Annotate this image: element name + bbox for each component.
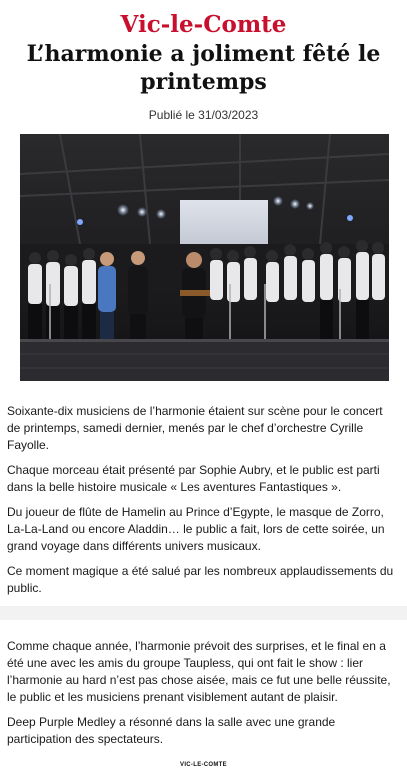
article-body-part-1 [7,403,399,605]
section-kicker[interactable]: Vic-le-Comte [120,11,287,38]
publish-date: Publié le 31/03/2023 [148,108,259,122]
article-photo [20,134,389,381]
footer-location-label: VIC-LE-COMTE [180,762,227,768]
paragraph: Du joueur de flûte de Hamelin au Prince d’Egypte, le masque de Zorro, La-La-Land ou encore Aladdin… le public a fait, lors de cette soirée, un grand voyage dans différents univers musicaux. [7,505,385,553]
paragraph: Chaque morceau était présenté par Sophie Aubry, et le public est parti dans la belle histoire musicale « Les aventures Fantastiques ». [7,463,380,494]
section-divider [0,606,407,620]
article-body-part-2 [7,638,399,756]
paragraph: Comme chaque année, l’harmonie prévoit des surprises, et le final en a été une avec les amis du groupe Taupless, qui ont fait le show : lier l’harmonie au hard n’est pas chose aisée, mais ce fut une belle réussite, le public et les musiciens prenant visiblement autant de plaisir. [7,639,391,704]
paragraph: Deep Purple Medley a résonné dans la salle avec une grande participation des spectateurs. [7,715,336,746]
article-title: L’harmonie a joliment fêté le printemps [26,41,381,95]
paragraph: Ce moment magique a été salué par les nombreux applaudissements du public. [7,564,394,595]
paragraph: Soixante-dix musiciens de l’harmonie étaient sur scène pour le concert de printemps, samedi dernier, menés par le chef d’orchestre Cyrille Fayolle. [7,404,383,452]
